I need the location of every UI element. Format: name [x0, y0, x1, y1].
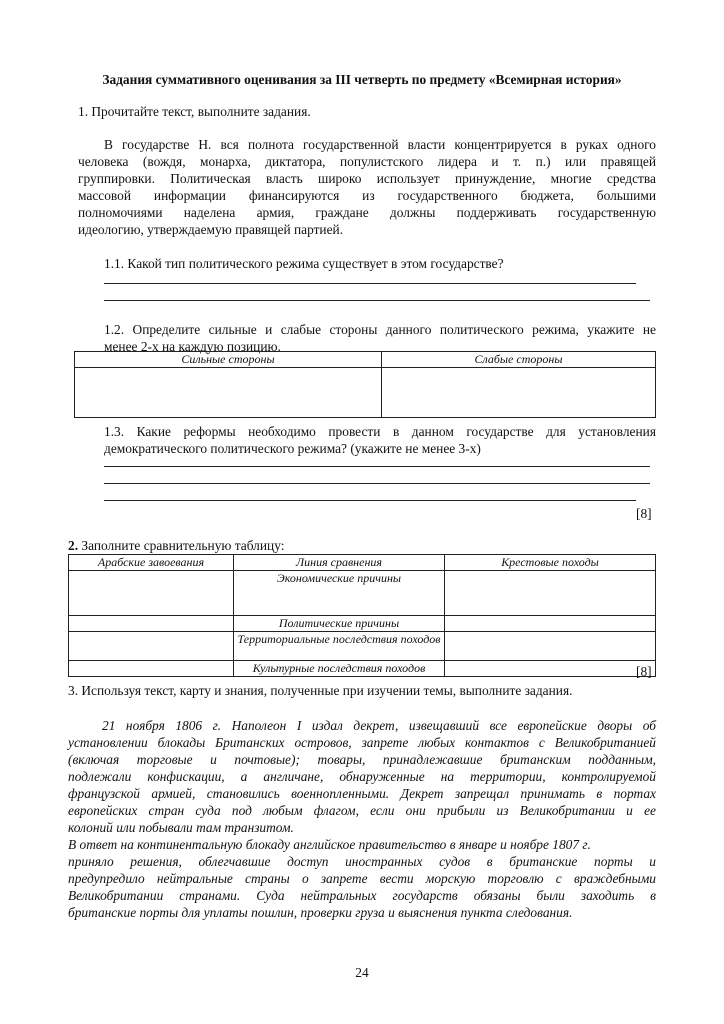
task2-heading [68, 537, 284, 554]
row-label-cultural: Культурные последствия походов [234, 661, 445, 677]
header-comparison-line: Линия сравнения [234, 555, 445, 571]
task3-text-line: установлении блокады Британских островов, запрете любых контактов с Великобританией [68, 735, 656, 750]
header-crusades: Крестовые походы [445, 555, 656, 571]
task1-text [78, 136, 656, 238]
task3-text-line: 21 ноября 1806 г. Наполеон I издал декрет, извещавший все европейские дворы об [102, 718, 656, 733]
task3-text-line: колоний или побывали там транзитом. [68, 820, 294, 835]
task1-text-line: В государстве Н. вся полнота государственной власти концентрируется в руках одного [104, 137, 656, 152]
question-1-3 [104, 423, 656, 457]
task1-text-line: массовой информации финансируются из государственного бюджета, большими [78, 188, 656, 203]
task3-text-line: приняло решения, облегчавшие доступ иностранных судов в британские порты и [68, 854, 656, 869]
question-1-3-line2: демократического политического режима? (укажите не менее 3-х) [104, 441, 481, 456]
page-number: 24 [355, 965, 369, 980]
row-label-political: Политические причины [234, 616, 445, 632]
cell-arab-territorial[interactable] [69, 632, 234, 661]
task1-text-line: человека (вождя, монарха, диктатора, популистского лидера и т. п.) или правящей [78, 154, 656, 169]
task1-text-line: группировки. Политическая власть широко использует принуждение, многие средства [78, 171, 656, 186]
answer-line[interactable] [104, 500, 636, 501]
task3-heading: 3. Используя текст, карту и знания, полученные при изучении темы, выполните задания. [68, 683, 573, 698]
cell-crusades-territorial[interactable] [445, 632, 656, 661]
question-1-2 [104, 321, 656, 355]
answer-line[interactable] [104, 483, 650, 484]
task3-text-line: Великобритании странами. Суда нейтральных государств обязаны были заходить в [68, 888, 656, 903]
task3-text [68, 717, 656, 921]
task3-text-line: британские порты для уплаты пошлин, проверки груза и выяснения пункта следования. [68, 905, 573, 920]
cell-arab-political[interactable] [69, 616, 234, 632]
task1-score: [8] [636, 506, 652, 521]
task3-text-line: (включая торговые и почтовые); товары, принадлежавшие британским подданным, [68, 752, 656, 767]
header-arab-conquests: Арабские завоевания [69, 555, 234, 571]
question-1-3-line1: 1.3. Какие реформы необходимо провести в данном государстве для установления [104, 424, 656, 439]
cell-arab-cultural[interactable] [69, 661, 234, 677]
task1-text-line: идеологию, утверждаемую правящей партией. [78, 222, 344, 237]
task3-text-line: европейских стран суда под любым флагом, если они прибыли из Великобритании и ее [68, 803, 656, 818]
question-1-1: 1.1. Какой тип политического режима существует в этом государстве? [104, 256, 504, 271]
task2-heading-text: Заполните сравнительную таблицу: [78, 538, 285, 553]
task1-text-line: полномочиями наделена армия, граждане должны поддерживать государственную [78, 205, 656, 220]
weaknesses-cell[interactable] [382, 368, 656, 418]
answer-line[interactable] [104, 283, 636, 284]
page-title: Задания суммативного оценивания за III четверть по предмету «Всемирная история» [102, 72, 622, 87]
task2-score: [8] [636, 664, 652, 679]
answer-line[interactable] [104, 466, 650, 467]
task1-heading: 1. Прочитайте текст, выполните задания. [78, 104, 311, 119]
comparison-table [68, 554, 656, 677]
task3-text-line: В ответ на континентальную блокаду английское правительство в январе и ноябре 1807 г. [68, 837, 591, 852]
table-header-weaknesses: Слабые стороны [382, 352, 656, 368]
question-1-2-line1: 1.2. Определите сильные и слабые стороны данного политического режима, укажите не [104, 322, 656, 337]
question-1-2-line2: менее 2-х на каждую позицию. [104, 339, 281, 354]
cell-crusades-political[interactable] [445, 616, 656, 632]
strengths-weaknesses-table [74, 351, 656, 418]
cell-crusades-economic[interactable] [445, 571, 656, 616]
answer-line[interactable] [104, 300, 650, 301]
table-header-strengths: Сильные стороны [75, 352, 382, 368]
cell-crusades-cultural[interactable] [445, 661, 656, 677]
cell-arab-economic[interactable] [69, 571, 234, 616]
row-label-territorial: Территориальные последствия походов [234, 632, 445, 661]
task3-text-line: предупредило нейтральные страны о запрете вести морскую торговлю с враждебными [68, 871, 656, 886]
row-label-economic: Экономические причины [234, 571, 445, 616]
task3-text-line: подлежали конфискации, а англичане, обнаруженные на территории, контролируемой [68, 769, 656, 784]
strengths-cell[interactable] [75, 368, 382, 418]
task3-text-line: французской армией, становились военнопленными. Декрет запрещал принимать в портах [68, 786, 656, 801]
task2-number: 2. [68, 538, 79, 553]
